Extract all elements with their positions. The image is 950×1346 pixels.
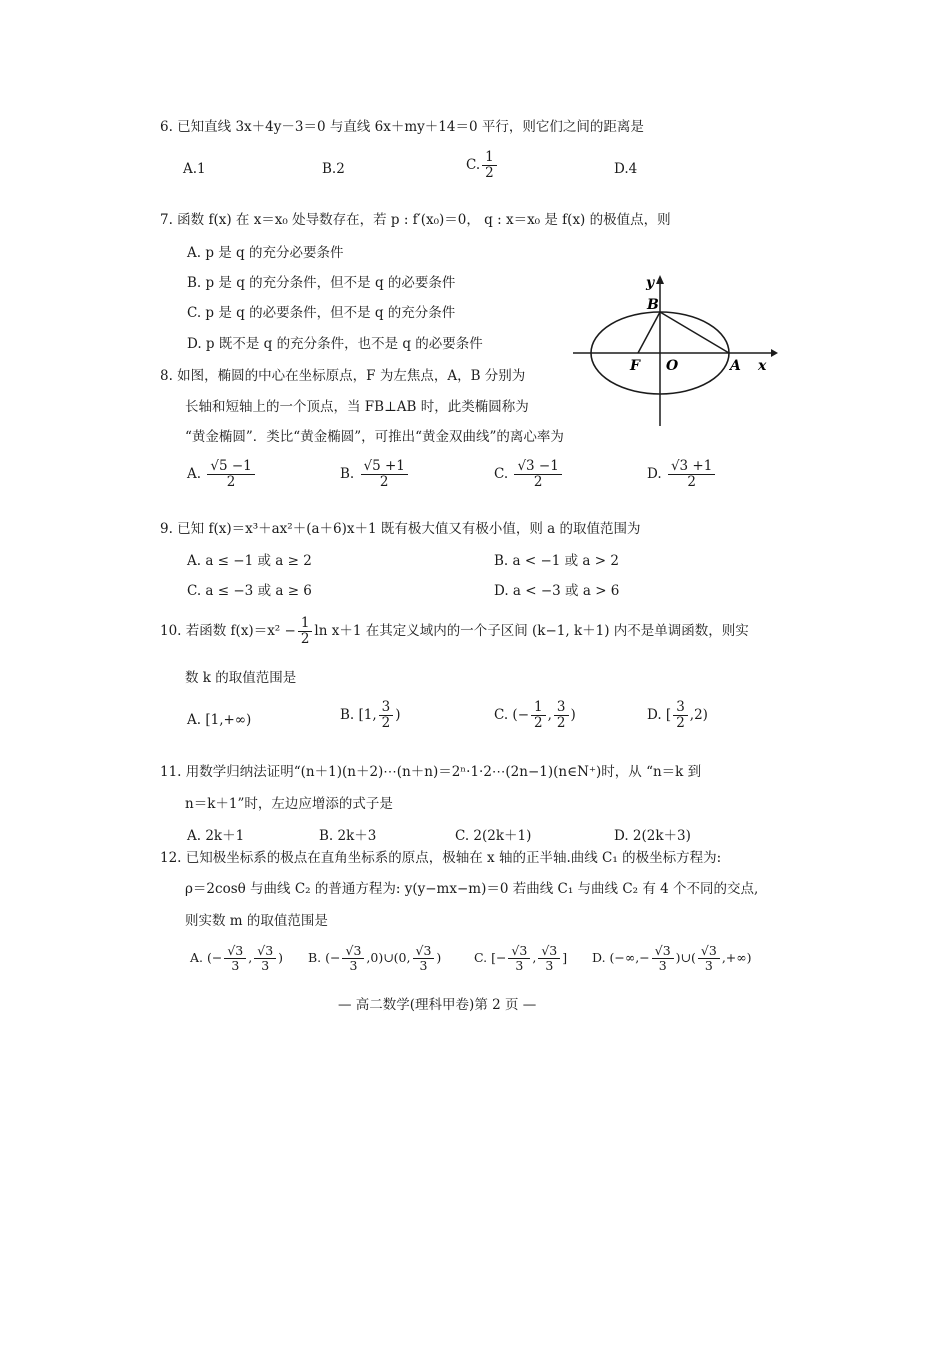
label-o: O xyxy=(666,358,679,374)
q10-option-d xyxy=(647,700,708,731)
q12-b-mid: ,0)∪(0, xyxy=(366,949,411,965)
q12-a-mid: , xyxy=(248,949,253,965)
q12-c-den1: 3 xyxy=(515,957,524,973)
q12-b-num2: √3 xyxy=(413,944,435,959)
q6-option-c xyxy=(466,150,499,181)
q12-a-den1: 3 xyxy=(231,957,240,973)
q10-c-post: ) xyxy=(570,706,576,723)
segment-fb xyxy=(638,312,660,353)
q12-c-mid: , xyxy=(532,949,537,965)
q8-b-num: √5 +1 xyxy=(361,459,408,475)
q10-line2: 数 k 的取值范围是 xyxy=(185,670,297,686)
q12-c-fraction-1 xyxy=(508,944,530,973)
q10-stem-fraction xyxy=(298,616,313,647)
q8-c-fraction xyxy=(514,459,561,490)
q11-option-c: C. 2(2k＋1) xyxy=(455,828,532,844)
q8-d-num: √3 +1 xyxy=(668,459,715,475)
page-footer: — 高二数学(理科甲卷)第 2 页 — xyxy=(338,997,537,1013)
q9-option-a: A. a ≤ −1 或 a ≥ 2 xyxy=(187,553,312,569)
q6-option-a: A.1 xyxy=(183,161,206,177)
q12-c-fraction-2 xyxy=(538,944,560,973)
q8-option-d xyxy=(647,459,717,490)
q8-c-den: 2 xyxy=(533,473,543,490)
q10-stem-pre: 10. 若函数 f(x)＝x² − xyxy=(160,622,296,639)
q6-option-c-label: C. xyxy=(466,156,481,173)
q12-c-num2: √3 xyxy=(538,944,560,959)
label-f: F xyxy=(630,358,640,374)
q10-option-a: A. [1,+∞) xyxy=(187,712,252,728)
q10-c-den1: 2 xyxy=(534,714,543,731)
q8-option-a xyxy=(187,459,257,490)
q12-c-num1: √3 xyxy=(508,944,530,959)
q10-stem-den: 2 xyxy=(300,630,310,647)
q12-d-den2: 3 xyxy=(704,957,713,973)
label-x: x xyxy=(758,358,767,374)
label-a: A xyxy=(730,358,741,374)
q10-c-pre: C. (− xyxy=(494,706,530,723)
q7-option-b: B. p 是 q 的充分条件，但不是 q 的必要条件 xyxy=(187,275,456,291)
q12-b-den1: 3 xyxy=(349,957,358,973)
q12-a-fraction-2 xyxy=(254,944,276,973)
q11-option-d: D. 2(2k＋3) xyxy=(614,828,691,844)
q12-d-mid: )∪( xyxy=(675,949,696,965)
q10-c-fraction-2 xyxy=(554,700,569,731)
q7-stem: 7. 函数 f(x) 在 x＝x₀ 处导数存在，若 p : f′(x₀)＝0， q : x＝x₀ 是 f(x) 的极值点，则 xyxy=(160,212,671,228)
q10-c-num2: 3 xyxy=(554,700,569,716)
q12-d-fraction-1 xyxy=(652,944,674,973)
q12-d-num1: √3 xyxy=(652,944,674,959)
q8-line3: “黄金椭圆”．类比“黄金椭圆”，可推出“黄金双曲线”的离心率为 xyxy=(185,429,564,445)
q12-line2: ρ＝2cosθ 与曲线 C₂ 的普通方程为: y(y−mx−m)＝0 若曲线 C₁ 与曲线 C₂ 有 4 个不同的交点, xyxy=(185,881,759,897)
q12-option-b xyxy=(308,944,441,973)
q10-d-pre: D. [ xyxy=(647,706,672,723)
q12-b-fraction-1 xyxy=(342,944,364,973)
q8-line2: 长轴和短轴上的一个顶点，当 FB⊥AB 时，此类椭圆称为 xyxy=(185,399,529,415)
q12-a-num2: √3 xyxy=(254,944,276,959)
q7-option-a: A. p 是 q 的充分必要条件 xyxy=(187,245,344,261)
q9-option-c: C. a ≤ −3 或 a ≥ 6 xyxy=(187,583,312,599)
q12-line3: 则实数 m 的取值范围是 xyxy=(185,913,328,929)
q7-option-d: D. p 既不是 q 的充分条件，也不是 q 的必要条件 xyxy=(187,336,483,352)
label-b: B xyxy=(647,297,659,313)
q11-line1: 11. 用数学归纳法证明“(n＋1)(n＋2)⋯(n＋n)＝2ⁿ·1·2⋯(2n−1)(n∈N⁺)时，从 “n＝k 到 xyxy=(160,764,702,780)
q10-b-pre: B. [1, xyxy=(340,706,377,723)
q10-b-fraction xyxy=(379,700,394,731)
q9-option-b: B. a < −1 或 a > 2 xyxy=(494,553,619,569)
q12-d-pre: D. (−∞,− xyxy=(592,949,650,965)
q10-c-num1: 1 xyxy=(531,700,546,716)
q6-stem: 6. 已知直线 3x＋4y－3＝0 与直线 6x＋my＋14＝0 平行，则它们之间的距离是 xyxy=(160,119,644,135)
q8-c-num: √3 −1 xyxy=(514,459,561,475)
q6-c-den: 2 xyxy=(485,164,494,181)
q10-d-post: ,2) xyxy=(689,706,708,723)
q8-d-fraction xyxy=(668,459,715,490)
q10-c-den2: 2 xyxy=(556,714,566,731)
q12-a-num1: √3 xyxy=(224,944,246,959)
q12-d-den1: 3 xyxy=(658,957,667,973)
q10-b-den: 2 xyxy=(381,714,391,731)
q7-option-c: C. p 是 q 的必要条件，但不是 q 的充分条件 xyxy=(187,305,456,321)
q8-b-label: B. xyxy=(340,465,355,482)
q10-option-b xyxy=(340,700,401,731)
q12-a-den2: 3 xyxy=(261,957,270,973)
q12-c-post: ] xyxy=(562,949,568,965)
q12-b-post: ) xyxy=(436,949,442,965)
label-y: y xyxy=(646,275,655,291)
q11-line2: n＝k＋1”时，左边应增添的式子是 xyxy=(185,796,393,812)
q12-d-num2: √3 xyxy=(698,944,720,959)
q9-stem: 9. 已知 f(x)＝x³＋ax²＋(a＋6)x＋1 既有极大值又有极小值，则 a 的取值范围为 xyxy=(160,521,641,537)
q10-b-num: 3 xyxy=(379,700,394,716)
q12-a-post: ) xyxy=(278,949,284,965)
q12-b-fraction-2 xyxy=(413,944,435,973)
q10-stem-num: 1 xyxy=(298,616,313,632)
q12-c-pre: C. [− xyxy=(474,949,507,965)
q12-option-c xyxy=(474,944,567,973)
q8-d-den: 2 xyxy=(687,473,696,490)
q8-a-num: √5 −1 xyxy=(207,459,254,475)
q6-c-num: 1 xyxy=(482,150,497,166)
q8-a-den: 2 xyxy=(226,473,236,490)
q12-option-d xyxy=(592,944,752,973)
q8-b-den: 2 xyxy=(379,473,389,490)
q12-a-fraction-1 xyxy=(224,944,246,973)
q12-b-num1: √3 xyxy=(342,944,364,959)
q8-option-b xyxy=(340,459,410,490)
q8-b-fraction xyxy=(361,459,408,490)
q6-option-c-fraction xyxy=(482,150,497,181)
q8-a-label: A. xyxy=(187,465,202,482)
ellipse-figure xyxy=(568,270,778,432)
q12-a-pre: A. (− xyxy=(190,949,223,965)
y-axis-arrow xyxy=(656,275,664,284)
q10-d-fraction xyxy=(673,700,688,731)
q8-a-fraction xyxy=(207,459,254,490)
q12-option-a xyxy=(190,944,283,973)
q10-option-c xyxy=(494,700,576,731)
q9-option-d: D. a < −3 或 a > 6 xyxy=(494,583,620,599)
q6-option-d: D.4 xyxy=(614,161,638,177)
q10-d-num: 3 xyxy=(673,700,688,716)
q12-b-pre: B. (− xyxy=(308,949,341,965)
q11-option-a: A. 2k＋1 xyxy=(187,828,245,844)
q8-d-label: D. xyxy=(647,465,662,482)
q12-d-fraction-2 xyxy=(698,944,720,973)
x-axis-arrow xyxy=(771,349,778,357)
q10-b-post: ) xyxy=(395,706,401,723)
q11-option-b: B. 2k＋3 xyxy=(319,828,377,844)
q10-c-mid: , xyxy=(547,706,552,723)
q8-line1: 8. 如图，椭圆的中心在坐标原点，F 为左焦点，A，B 分别为 xyxy=(160,368,526,384)
q10-c-fraction-1 xyxy=(531,700,546,731)
q6-option-b: B.2 xyxy=(322,161,345,177)
q10-stem-post: ln x＋1 在其定义域内的一个子区间 (k−1, k＋1) 内不是单调函数，则实 xyxy=(314,622,749,639)
q12-line1: 12. 已知极坐标系的极点在直角坐标系的原点，极轴在 x 轴的正半轴.曲线 C₁ 的极坐标方程为: xyxy=(160,850,722,866)
q8-c-label: C. xyxy=(494,465,509,482)
q10-d-den: 2 xyxy=(676,714,685,731)
q8-option-c xyxy=(494,459,564,490)
q10-stem xyxy=(160,616,749,647)
q12-d-post: ,+∞) xyxy=(721,949,752,965)
q12-b-den2: 3 xyxy=(419,957,428,973)
q12-c-den2: 3 xyxy=(545,957,554,973)
